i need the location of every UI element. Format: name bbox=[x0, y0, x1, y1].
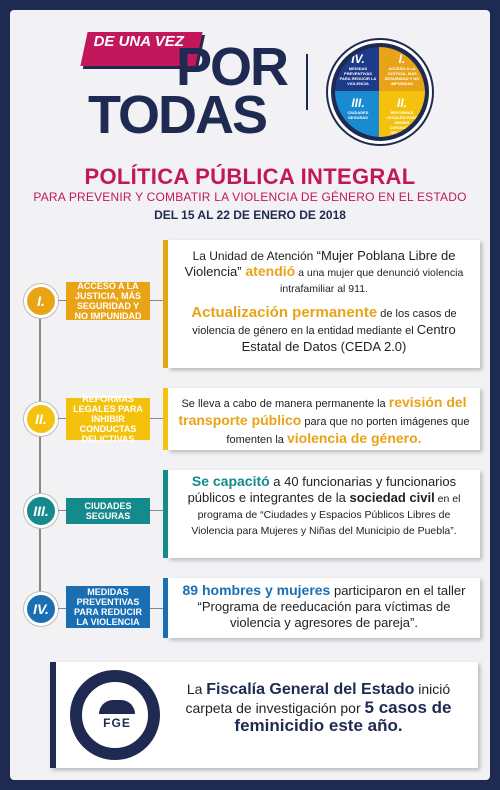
text-run: en el programa de “Ciudades y Espacios Públicos Libres de Violencia para Mujeres y Niñas del Municipio de Puebla”. bbox=[191, 493, 461, 537]
text-run: La Unidad de Atención bbox=[192, 249, 317, 263]
connector bbox=[58, 300, 66, 301]
badge-num: III. bbox=[33, 503, 49, 519]
wheel-num: III. bbox=[351, 96, 365, 110]
text-run: La bbox=[186, 681, 207, 697]
badge-num: I. bbox=[37, 293, 45, 309]
section-box-i bbox=[168, 240, 480, 368]
text-run: sociedad civil bbox=[349, 490, 435, 505]
text-run: atendió bbox=[241, 263, 296, 279]
timeline-line bbox=[39, 300, 41, 605]
section-box-iii bbox=[168, 470, 480, 558]
seal-building-icon bbox=[99, 700, 135, 714]
box-text-2 bbox=[178, 305, 470, 356]
section-badge-iv bbox=[24, 592, 58, 626]
text-run: Se capacitó bbox=[191, 473, 270, 489]
infographic-card bbox=[10, 10, 490, 780]
section-tag-iii bbox=[66, 498, 150, 524]
wheel-num: I. bbox=[398, 52, 406, 66]
text-run: revisión del transporte público bbox=[178, 394, 467, 428]
section-badge-i bbox=[24, 284, 58, 318]
wheel-quadrant-iv bbox=[335, 47, 381, 93]
section-tag-iv bbox=[66, 586, 150, 628]
section-tag-i bbox=[66, 282, 150, 320]
text-run: Fiscalía General del Estado bbox=[206, 681, 415, 698]
wheel-text: MEDIDAS PREVENTIVAS PARA REDUCIR LA VIOLENCIA bbox=[339, 66, 377, 86]
fge-seal-logo bbox=[70, 670, 160, 760]
box-text bbox=[178, 582, 470, 631]
box-text bbox=[178, 474, 470, 539]
text-run: “Mujer Poblana Libre de Violencia” bbox=[184, 248, 456, 279]
box-accent bbox=[163, 578, 168, 638]
badge-num: IV. bbox=[33, 601, 49, 617]
text-run: a una mujer que denunció violencia intrafamiliar al 911. bbox=[280, 267, 464, 295]
text-run: 89 hombres y mujeres bbox=[182, 582, 331, 598]
footer-text bbox=[166, 680, 471, 735]
header-divider bbox=[306, 54, 308, 110]
text-run: Se lleva a cabo de manera permanente la bbox=[181, 398, 389, 410]
box-accent bbox=[163, 240, 168, 368]
section-tag-ii bbox=[66, 394, 150, 444]
section-box-iv bbox=[168, 578, 480, 638]
text-run: 5 casos de feminicidio este año. bbox=[234, 698, 452, 735]
wheel-num: IV. bbox=[351, 52, 365, 66]
text-run: Actualización permanente bbox=[191, 304, 378, 321]
wheel-quadrant-ii bbox=[379, 91, 425, 137]
box-text bbox=[178, 394, 470, 448]
text-run: de los casos de violencia de género en la entidad mediante el bbox=[192, 308, 457, 337]
connector bbox=[58, 510, 66, 511]
wheel-quadrant-iii bbox=[335, 91, 381, 137]
text-run: a 40 funcionarias y funcionarios públicos e integrantes de la bbox=[187, 474, 457, 505]
seal-inner bbox=[80, 680, 150, 750]
wheel-text: REFORMAS LEGALES PARA INHIBIR CONDUCTAS DELICTIVAS bbox=[386, 110, 418, 135]
tag-label: REFORMAS LEGALES PARA INHIBIR CONDUCTAS DELICTIVAS bbox=[73, 394, 143, 444]
page-subtitle: PARA PREVENIR Y COMBATIR LA VIOLENCIA DE GÉNERO EN EL ESTADO bbox=[33, 190, 467, 204]
logo-banner-text: DE UNA VEZ bbox=[93, 33, 184, 50]
badge-num: II. bbox=[35, 411, 47, 427]
wheel-num: II. bbox=[396, 96, 407, 110]
wheel-text: CIUDADES SEGURAS bbox=[347, 110, 369, 120]
text-run: participaron en el taller “Programa de reeducación para víctimas de violencia y agresores de pareja”. bbox=[197, 583, 466, 630]
tag-label: MEDIDAS PREVENTIVAS PARA REDUCIR LA VIOLENCIA bbox=[73, 587, 142, 627]
date-range: DEL 15 AL 22 DE ENERO DE 2018 bbox=[154, 208, 346, 222]
box-accent bbox=[163, 470, 168, 558]
connector bbox=[58, 608, 66, 609]
footer-panel bbox=[50, 662, 478, 768]
section-badge-ii bbox=[24, 402, 58, 436]
tag-label: CIUDADES SEGURAS bbox=[84, 501, 132, 521]
text-run: Centro Estatal de Datos (CEDA 2.0) bbox=[241, 322, 456, 354]
seal-text: FGE bbox=[103, 716, 131, 730]
page-title: POLÍTICA PÚBLICA INTEGRAL bbox=[84, 164, 416, 189]
section-badge-iii bbox=[24, 494, 58, 528]
section-box-ii bbox=[168, 388, 480, 450]
logo-por: POR bbox=[176, 37, 288, 97]
wheel-quadrant-i bbox=[379, 47, 425, 93]
wheel-text: ACCESO A LA JUSTICIA, MÁS SEGURIDAD Y NO IMPUNIDAD bbox=[384, 66, 420, 86]
text-run: para que no porten imágenes que fomenten la bbox=[226, 416, 470, 446]
logo-todas: TODAS bbox=[88, 85, 267, 145]
box-text-1 bbox=[178, 248, 470, 297]
text-run: violencia de género. bbox=[286, 430, 422, 446]
text-run: inició carpeta de investigación por bbox=[185, 681, 451, 716]
box-accent bbox=[163, 388, 168, 450]
tag-label: ACCESO A LA JUSTICIA, MÁS SEGURIDAD Y NO IMPUNIDAD bbox=[74, 281, 142, 321]
strategy-wheel bbox=[328, 40, 432, 144]
connector bbox=[58, 418, 66, 419]
